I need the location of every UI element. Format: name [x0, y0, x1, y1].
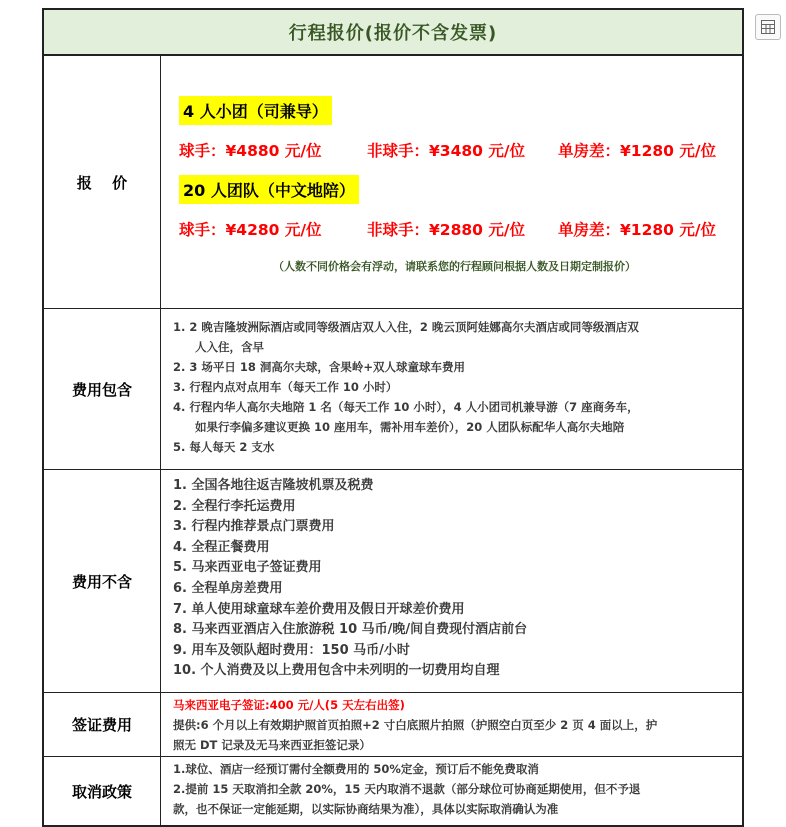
visa-requirements-cont: 照无 DT 记录及无马来西亚拒签记录）	[173, 738, 371, 752]
excludes-cell	[161, 470, 742, 692]
cancel-policy-3: 款，也不保证一定能延期，以实际协商结果为准），具体以实际取消确认为准	[173, 802, 559, 816]
includes-item: 4. 行程内华人高尔夫地陪 1 名（每天工作 10 小时），4 人小团司机兼导游（7 座商务车，	[173, 400, 639, 414]
includes-item: 如果行李偏多建议更换 10 座用车，需补用车差价），20 人团队标配华人高尔夫地陪	[195, 420, 625, 434]
price-row	[44, 56, 742, 309]
excludes-item: 5. 马来西亚电子签证费用	[173, 560, 322, 576]
group1-nongolfer-price: 非球手：¥3480 元/位	[367, 142, 525, 160]
includes-item: 1. 2 晚吉隆坡洲际酒店或同等级酒店双人入住，2 晚云顶阿娃娜高尔夫酒店或同等级酒店双	[173, 320, 639, 334]
cancel-policy-2: 2.提前 15 天取消扣全款 20%，15 天内取消不退款（部分球位可协商延期使用，但不予退	[173, 782, 641, 796]
cancel-row	[44, 757, 742, 825]
excludes-item: 10. 个人消费及以上费用包含中未列明的一切费用均自理	[173, 663, 500, 679]
excludes-item: 8. 马来西亚酒店入住旅游税 10 马币/晚/间自费现付酒店前台	[173, 622, 528, 638]
cancel-cell	[161, 757, 742, 825]
excludes-item: 7. 单人使用球童球车差价费用及假日开球差价费用	[173, 601, 465, 617]
cancel-label: 取消政策	[44, 757, 161, 825]
excludes-row	[44, 470, 742, 693]
includes-item: 2. 3 场平日 18 洞高尔夫球，含果岭+双人球童球车费用	[173, 360, 466, 374]
group1-golfer-price: 球手：¥4880 元/位	[179, 142, 322, 160]
quote-table	[42, 8, 744, 827]
group1-single-price: 单房差：¥1280 元/位	[558, 142, 716, 160]
includes-row	[44, 309, 742, 470]
table-icon[interactable]	[755, 14, 781, 40]
excludes-item: 3. 行程内推荐景点门票费用	[173, 519, 335, 535]
price-note: （人数不同价格会有浮动，请联系您的行程顾问根据人数及日期定制报价）	[273, 260, 636, 273]
visa-label: 签证费用	[44, 693, 161, 756]
group2-name: 20 人团队（中文地陪）	[179, 175, 359, 204]
visa-requirements: 提供:6 个月以上有效期护照首页拍照+2 寸白底照片拍照（护照空白页至少 2 页 4 面以上，护	[173, 718, 658, 732]
group2-single-price: 单房差：¥1280 元/位	[558, 221, 716, 239]
excludes-item: 2. 全程行李托运费用	[173, 498, 296, 514]
group2-prices	[179, 218, 738, 240]
group1-name: 4 人小团（司兼导）	[179, 96, 332, 125]
excludes-item: 4. 全程正餐费用	[173, 539, 270, 555]
includes-label: 费用包含	[44, 309, 161, 469]
includes-item: 人入住，含早	[195, 340, 264, 354]
visa-price: 马来西亚电子签证:400 元/人(5 天左右出签)	[173, 698, 405, 712]
excludes-item: 6. 全程单房差费用	[173, 580, 283, 596]
includes-cell	[161, 309, 742, 469]
excludes-item: 1. 全国各地往返吉隆坡机票及税费	[173, 478, 374, 493]
price-cell	[161, 56, 742, 308]
excludes-item: 9. 用车及领队超时费用：150 马币/小时	[173, 642, 410, 658]
table-icon-glyph	[760, 19, 776, 35]
price-label: 报 价	[44, 56, 161, 308]
group2-golfer-price: 球手：¥4280 元/位	[179, 221, 322, 239]
excludes-label: 费用不含	[44, 470, 161, 692]
includes-item: 5. 每人每天 2 支水	[173, 440, 275, 454]
cancel-policy-1: 1.球位、酒店一经预订需付全额费用的 50%定金，预订后不能免费取消	[173, 762, 539, 776]
page-title: 行程报价(报价不含发票)	[44, 10, 742, 56]
group1-prices	[179, 139, 738, 161]
visa-cell	[161, 693, 742, 756]
group2-nongolfer-price: 非球手：¥2880 元/位	[367, 221, 525, 239]
includes-item: 3. 行程内点对点用车（每天工作 10 小时）	[173, 380, 398, 394]
visa-row	[44, 693, 742, 757]
